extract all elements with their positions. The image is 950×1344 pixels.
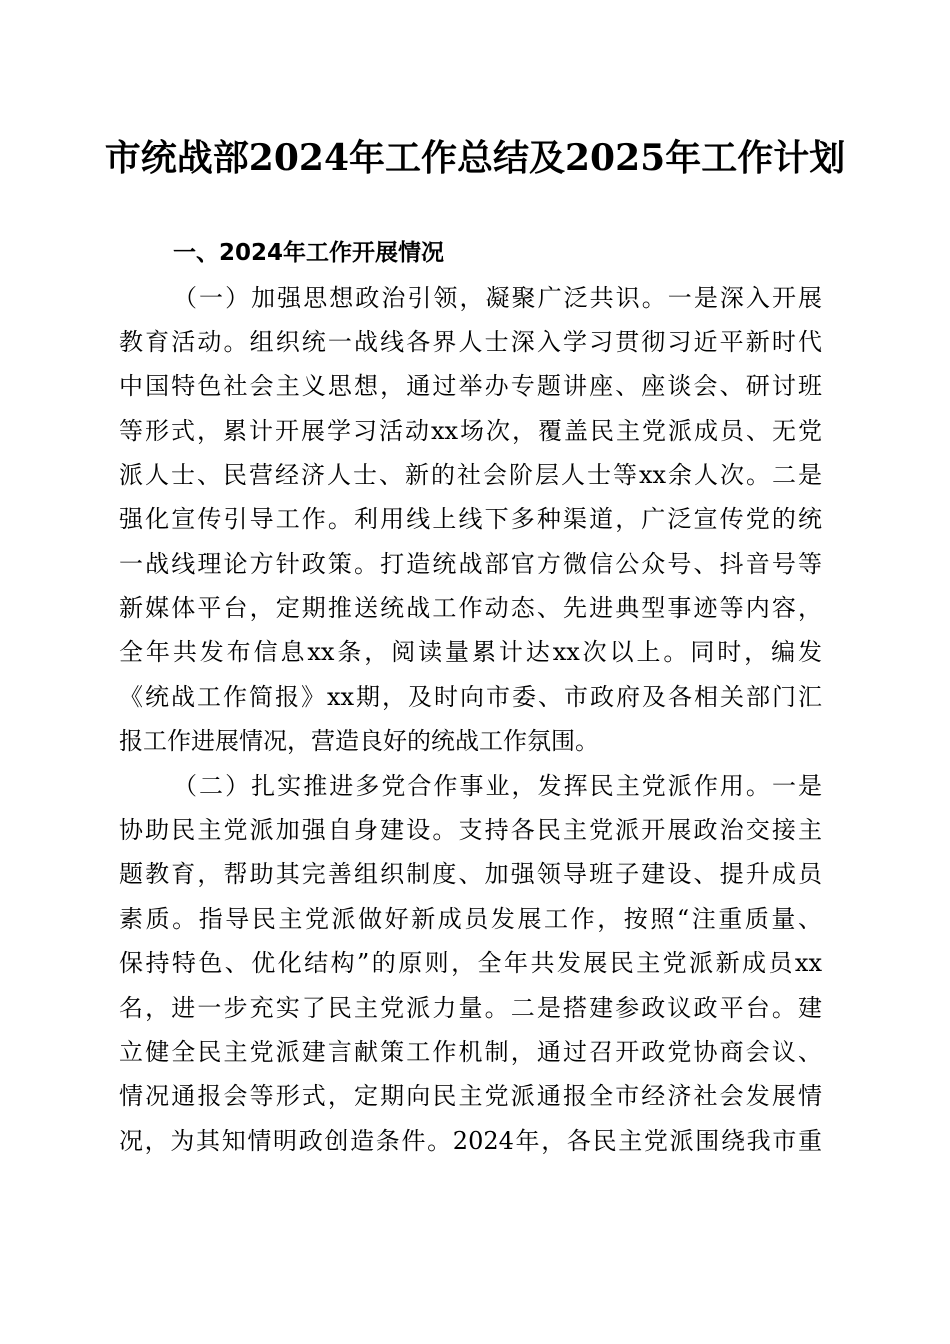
paragraph-line	[0, 586, 950, 630]
paragraph-line	[0, 852, 950, 896]
line-text: 况，为其知情明政创造条件。2024年，各民主党派围绕我市重	[119, 1127, 822, 1155]
line-text: 名，进一步充实了民主党派力量。二是搭建参政议政平台。建	[119, 994, 822, 1022]
paragraph-line	[0, 1119, 950, 1163]
paragraph-line	[0, 276, 950, 320]
line-text: 强化宣传引导工作。利用线上线下多种渠道，广泛宣传党的统	[119, 505, 822, 533]
line-text: 协助民主党派加强自身建设。支持各民主党派开展政治交接主	[119, 816, 822, 844]
line-text: 教育活动。组织统一战线各界人士深入学习贯彻习近平新时代	[119, 328, 822, 356]
line-text: 立健全民主党派建言献策工作机制，通过召开政党协商会议、	[119, 1038, 822, 1066]
line-text: 中国特色社会主义思想，通过举办专题讲座、座谈会、研讨班	[119, 372, 822, 400]
line-text: 保持特色、优化结构”的原则，全年共发展民主党派新成员xx	[119, 949, 822, 977]
line-text: 题教育，帮助其完善组织制度、加强领导班子建设、提升成员	[119, 860, 822, 888]
paragraph-line	[0, 764, 950, 808]
line-text: 等形式，累计开展学习活动xx场次，覆盖民主党派成员、无党	[119, 417, 822, 445]
paragraph-line	[0, 630, 950, 674]
paragraph-line	[0, 497, 950, 541]
paragraph-line	[0, 897, 950, 941]
line-text: 情况通报会等形式，定期向民主党派通报全市经济社会发展情	[119, 1082, 822, 1110]
paragraph-line	[0, 808, 950, 852]
paragraph-line	[0, 1030, 950, 1074]
line-text: 全年共发布信息xx条，阅读量累计达xx次以上。同时，编发	[119, 638, 822, 666]
paragraph-line	[0, 675, 950, 719]
line-text: 素质。指导民主党派做好新成员发展工作，按照“注重质量、	[119, 905, 822, 933]
paragraph-line	[0, 320, 950, 364]
line-text: 新媒体平台，定期推送统战工作动态、先进典型事迹等内容，	[119, 594, 822, 622]
line-text: 一战线理论方针政策。打造统战部官方微信公众号、抖音号等	[119, 550, 822, 578]
paragraph-line	[0, 719, 950, 763]
paragraph-line	[0, 409, 950, 453]
paragraph-line	[0, 453, 950, 497]
paragraph-line	[0, 1074, 950, 1118]
line-text: 报工作进展情况，营造良好的统战工作氛围。	[119, 727, 599, 755]
line-text: 《统战工作简报》xx期，及时向市委、市政府及各相关部门汇	[119, 683, 822, 711]
line-text: （一）加强思想政治引领，凝聚广泛共识。一是深入开展	[173, 284, 822, 312]
paragraph-line	[0, 986, 950, 1030]
section-heading: 一、2024年工作开展情况	[173, 240, 445, 266]
paragraph-line	[0, 364, 950, 408]
paragraph-line	[0, 941, 950, 985]
document-title: 市统战部2024年工作总结及2025年工作计划	[104, 137, 846, 179]
paragraph-line	[0, 542, 950, 586]
line-text: （二）扎实推进多党合作事业，发挥民主党派作用。一是	[173, 772, 822, 800]
line-text: 派人士、民营经济人士、新的社会阶层人士等xx余人次。二是	[119, 461, 822, 489]
